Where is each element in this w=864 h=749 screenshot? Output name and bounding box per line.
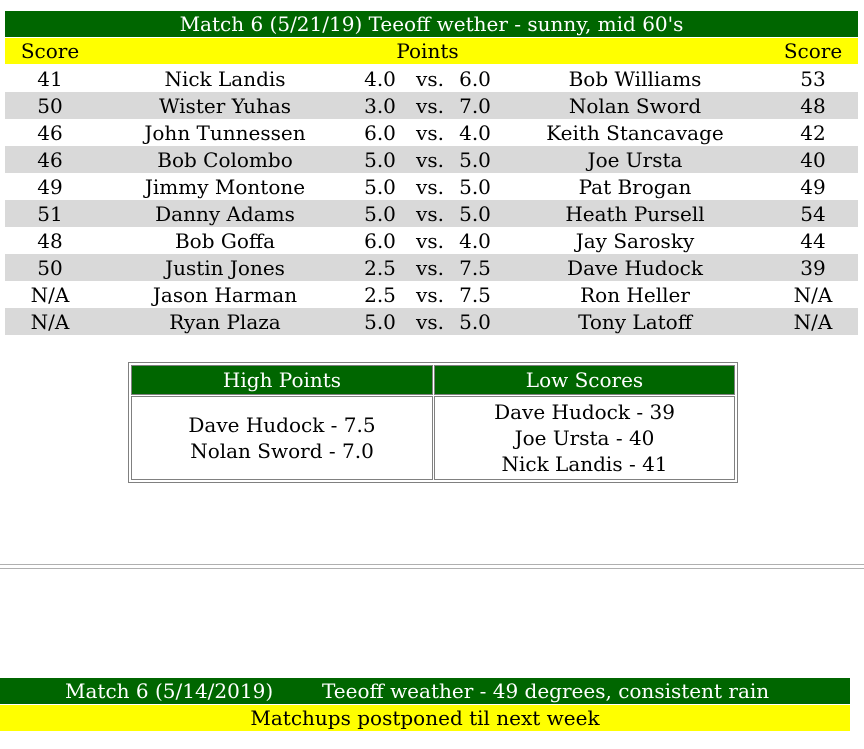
points-right: 4.0 [459,121,491,145]
matchup-row [5,308,858,335]
player-left: Nick Landis [164,67,286,91]
player-right: Nolan Sword [568,94,702,118]
player-right: Jay Sarosky [575,229,695,253]
score-left: 49 [37,175,63,199]
score-right: 48 [800,94,826,118]
high-points-cell [131,396,433,480]
points-left: 5.0 [364,175,396,199]
matchup-row [5,146,858,173]
vs-label: vs. [416,67,444,91]
player-left: Ryan Plaza [169,310,281,334]
score-left: 50 [37,94,63,118]
score-left: 50 [37,256,63,280]
player-right: Keith Stancavage [546,121,724,145]
points-left: 5.0 [364,202,396,226]
player-left: Jimmy Montone [144,175,306,199]
low-scores-entry: Nick Landis - 41 [501,452,668,476]
vs-label: vs. [416,229,444,253]
player-left: Jason Harman [152,283,298,307]
matchup-row [5,173,858,200]
player-left: John Tunnessen [144,121,306,145]
points-left: 6.0 [364,121,396,145]
points-left: 6.0 [364,229,396,253]
player-left: Justin Jones [165,256,285,280]
vs-label: vs. [416,148,444,172]
points-right: 7.5 [459,283,491,307]
match2-title-bar [0,678,850,704]
score-right: N/A [793,283,833,307]
high-points-entry: Nolan Sword - 7.0 [190,439,374,463]
score-right: 49 [800,175,826,199]
score-left: N/A [30,283,70,307]
points-right: 4.0 [459,229,491,253]
low-scores-entry: Dave Hudock - 39 [494,400,675,424]
points-left: 2.5 [364,283,396,307]
score-right: 53 [800,67,826,91]
high-points-header: High Points [131,365,433,395]
matchup-row [5,254,858,281]
points-left: 5.0 [364,148,396,172]
points-header: Points [396,39,459,63]
player-left: Bob Colombo [157,148,293,172]
points-right: 5.0 [459,202,491,226]
high-points-entry: Dave Hudock - 7.5 [188,413,376,437]
match2-weather: Teeoff weather - 49 degrees, consistent rain [322,679,770,703]
player-right: Dave Hudock [567,256,703,280]
low-scores-list [435,397,734,479]
player-right: Bob Williams [568,67,702,91]
player-right: Ron Heller [580,283,690,307]
vs-label: vs. [416,283,444,307]
high-points-list [132,397,432,479]
points-left: 3.0 [364,94,396,118]
vs-label: vs. [416,310,444,334]
vs-label: vs. [416,256,444,280]
points-right: 7.0 [459,94,491,118]
score-left: 51 [37,202,63,226]
score-right: 39 [800,256,826,280]
score-right: 42 [800,121,826,145]
player-left: Wister Yuhas [158,94,292,118]
summary-table [128,362,738,483]
player-right: Pat Brogan [578,175,692,199]
player-right: Joe Ursta [587,148,683,172]
matchup-row [5,92,858,119]
match-title: Match 6 (5/21/19) Teeoff wether - sunny, mid 60's [5,11,858,37]
player-right: Heath Pursell [565,202,705,226]
vs-label: vs. [416,202,444,226]
vs-label: vs. [416,175,444,199]
points-right: 5.0 [459,310,491,334]
vs-label: vs. [416,94,444,118]
score-left: 48 [37,229,63,253]
matchup-row [5,200,858,227]
matchup-row [5,227,858,254]
low-scores-cell [434,396,735,480]
points-left: 4.0 [364,67,396,91]
points-right: 5.0 [459,148,491,172]
matchups-table [5,65,858,335]
points-left: 2.5 [364,256,396,280]
match2-date: Match 6 (5/14/2019) [65,679,274,703]
player-left: Danny Adams [155,202,295,226]
matchup-row [5,65,858,92]
points-right: 7.5 [459,256,491,280]
match2-note: Matchups postponed til next week [0,705,850,731]
points-right: 5.0 [459,175,491,199]
low-scores-header: Low Scores [434,365,735,395]
score-right: 40 [800,148,826,172]
matchup-row [5,119,858,146]
score-right: 54 [800,202,826,226]
score-right: N/A [793,310,833,334]
points-right: 6.0 [459,67,491,91]
section-divider [0,564,864,569]
score-left: 46 [37,121,63,145]
column-header-row [5,38,858,64]
matchup-row [5,281,858,308]
score-left: 41 [37,67,63,91]
score-right: 44 [800,229,826,253]
player-right: Tony Latoff [578,310,692,334]
score-left-header: Score [20,39,80,63]
low-scores-entry: Joe Ursta - 40 [514,426,655,450]
score-left: N/A [30,310,70,334]
score-right-header: Score [783,39,843,63]
vs-label: vs. [416,121,444,145]
player-left: Bob Goffa [174,229,276,253]
score-left: 46 [37,148,63,172]
points-left: 5.0 [364,310,396,334]
